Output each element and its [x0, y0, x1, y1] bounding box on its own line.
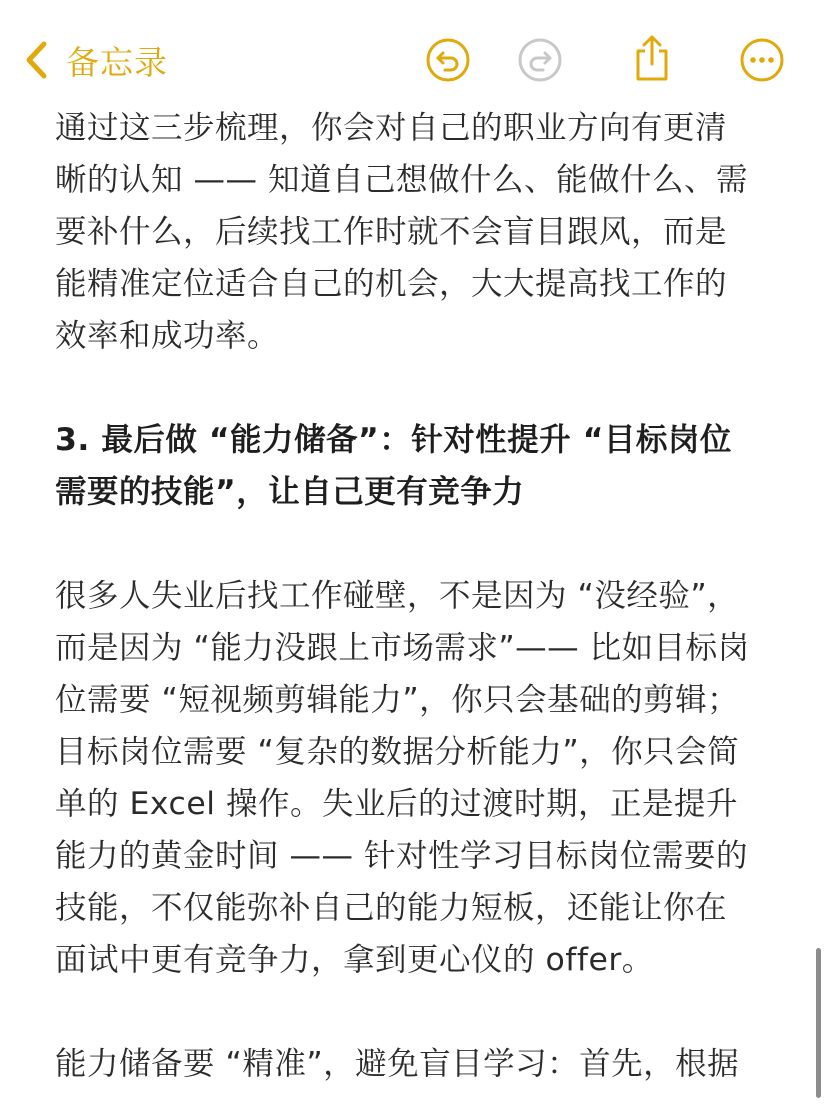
note-paragraph: 能力储备要 “精准”，避免盲目学习：首先，根据: [55, 1046, 740, 1082]
back-label: 备忘录: [66, 42, 168, 82]
note-body[interactable]: [55, 102, 775, 1090]
note-heading: 3. 最后做 “能力储备”：针对性提升 “目标岗位 需要的技能”，让自己更有竞争力: [55, 422, 732, 510]
more-icon: [739, 37, 785, 83]
redo-icon: [517, 37, 563, 83]
paragraph-gap: [55, 362, 775, 414]
share-button[interactable]: [629, 33, 675, 83]
back-button[interactable]: [22, 36, 168, 84]
undo-button[interactable]: [425, 37, 471, 83]
more-button[interactable]: [739, 37, 785, 83]
paragraph-gap: [55, 986, 775, 1038]
redo-button[interactable]: [517, 37, 563, 83]
chevron-left-icon: [22, 38, 52, 82]
navigation-bar: [0, 0, 828, 110]
note-paragraph: 很多人失业后找工作碰壁，不是因为 “没经验”， 而是因为 “能力没跟上市场需求”—— 比如目标岗 位需要 “短视频剪辑能力”，你只会基础的剪辑； 目标岗位需要 “复杂的数据分析能力”，你只会简 单的 Excel 操作。失业后的过渡时期，正是提升 能力的黄金时间 —— 针对性学习目标岗位需要的 技能，不仅能弥补自己的能力短板，还能让你在 面试中更有竞争力，拿到更心仪的 offer。: [55, 578, 750, 978]
share-icon: [629, 33, 675, 83]
paragraph-gap: [55, 518, 775, 570]
note-paragraph: 通过这三步梳理，你会对自己的职业方向有更清 晰的认知 —— 知道自己想做什么、能做什么、需 要补什么，后续找工作时就不会盲目跟风，而是 能精准定位适合自己的机会，大大提高找工作的 效率和成功率。: [55, 110, 749, 354]
undo-icon: [425, 37, 471, 83]
scrollbar[interactable]: [816, 948, 821, 1098]
